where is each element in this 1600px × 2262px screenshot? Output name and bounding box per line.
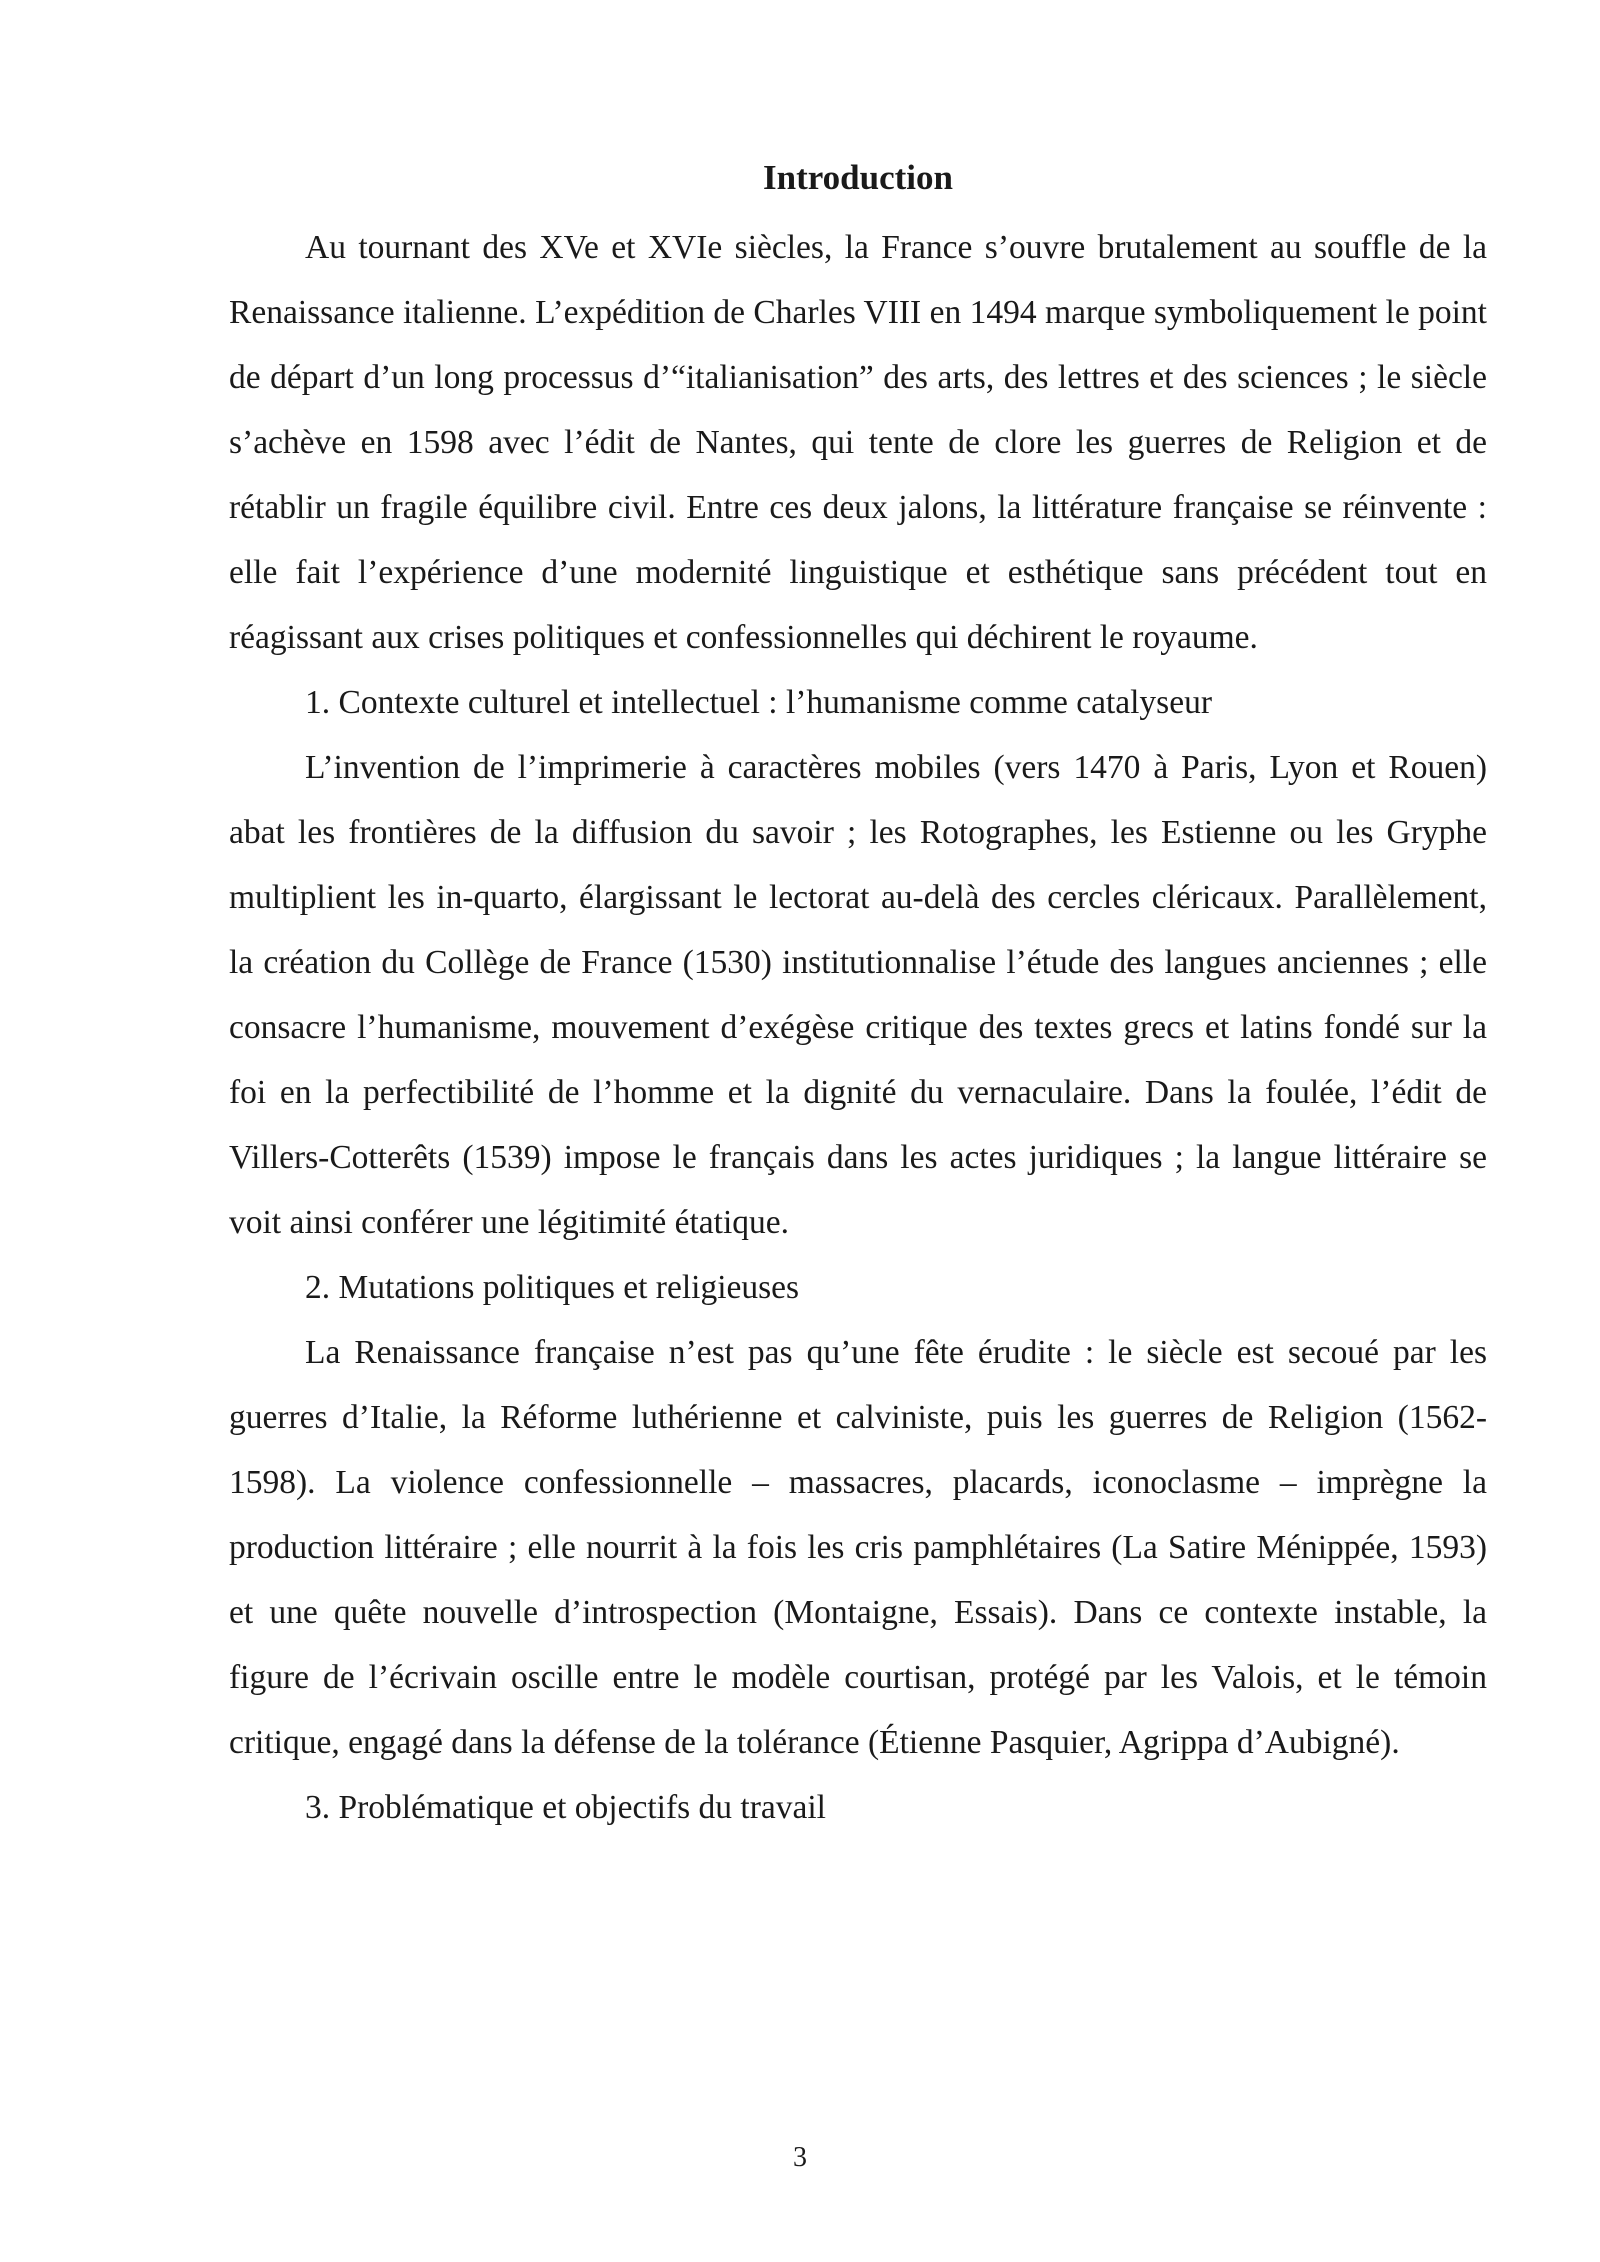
section-heading-2: 2. Mutations politiques et religieuses <box>305 1269 800 1306</box>
page-title: Introduction <box>763 158 953 197</box>
section-1-paragraph: L’invention de l’imprimerie à caractères mobiles (vers 1470 à Paris, Lyon et Rouen) abat les frontières de la diffusion du savoir ; les Rotographes, les Estienne ou les Gryphe multiplient les in-quarto, élargissant le lectorat au-delà des cercles cléricaux. Parallèlement, la création du Collège de France (1530) institutionnalise l’étude des langues anciennes ; elle consacre l’humanisme, mouvement d’exégèse critique des textes grecs et latins fondé sur la foi en la perfectibilité de l’homme et la dignité du vernaculaire. Dans la foulée, l’édit de Villers-Cotterêts (1539) impose le français dans les actes juridiques ; la langue littéraire se voit ainsi conférer une légitimité étatique. <box>229 749 1487 1241</box>
page-number: 3 <box>793 2142 807 2173</box>
section-heading-3: 3. Problématique et objectifs du travail <box>305 1789 826 1826</box>
section-2-paragraph: La Renaissance française n’est pas qu’une fête érudite : le siècle est secoué par les guerres d’Italie, la Réforme luthérienne et calviniste, puis les guerres de Religion (1562-1598). La violence confessionnelle – massacres, placards, iconoclasme – imprègne la production littéraire ; elle nourrit à la fois les cris pamphlétaires (La Satire Ménippée, 1593) et une quête nouvelle d’introspection (Montaigne, Essais). Dans ce contexte instable, la figure de l’écrivain oscille entre le modèle courtisan, protégé par les Valois, et le témoin critique, engagé dans la défense de la tolérance (Étienne Pasquier, Agrippa d’Aubigné). <box>229 1334 1487 1761</box>
document-page <box>229 150 1487 1840</box>
intro-paragraph: Au tournant des XVe et XVIe siècles, la France s’ouvre brutalement au souffle de la Renaissance italienne. L’expédition de Charles VIII en 1494 marque symboliquement le point de départ d’un long processus d’“italianisation” des arts, des lettres et des sciences ; le siècle s’achève en 1598 avec l’édit de Nantes, qui tente de clore les guerres de Religion et de rétablir un fragile équilibre civil. Entre ces deux jalons, la littérature française se réinvente : elle fait l’expérience d’une modernité linguistique et esthétique sans précédent tout en réagissant aux crises politiques et confessionnelles qui déchirent le royaume. <box>229 229 1487 656</box>
section-heading-1: 1. Contexte culturel et intellectuel : l’humanisme comme catalyseur <box>305 684 1212 721</box>
